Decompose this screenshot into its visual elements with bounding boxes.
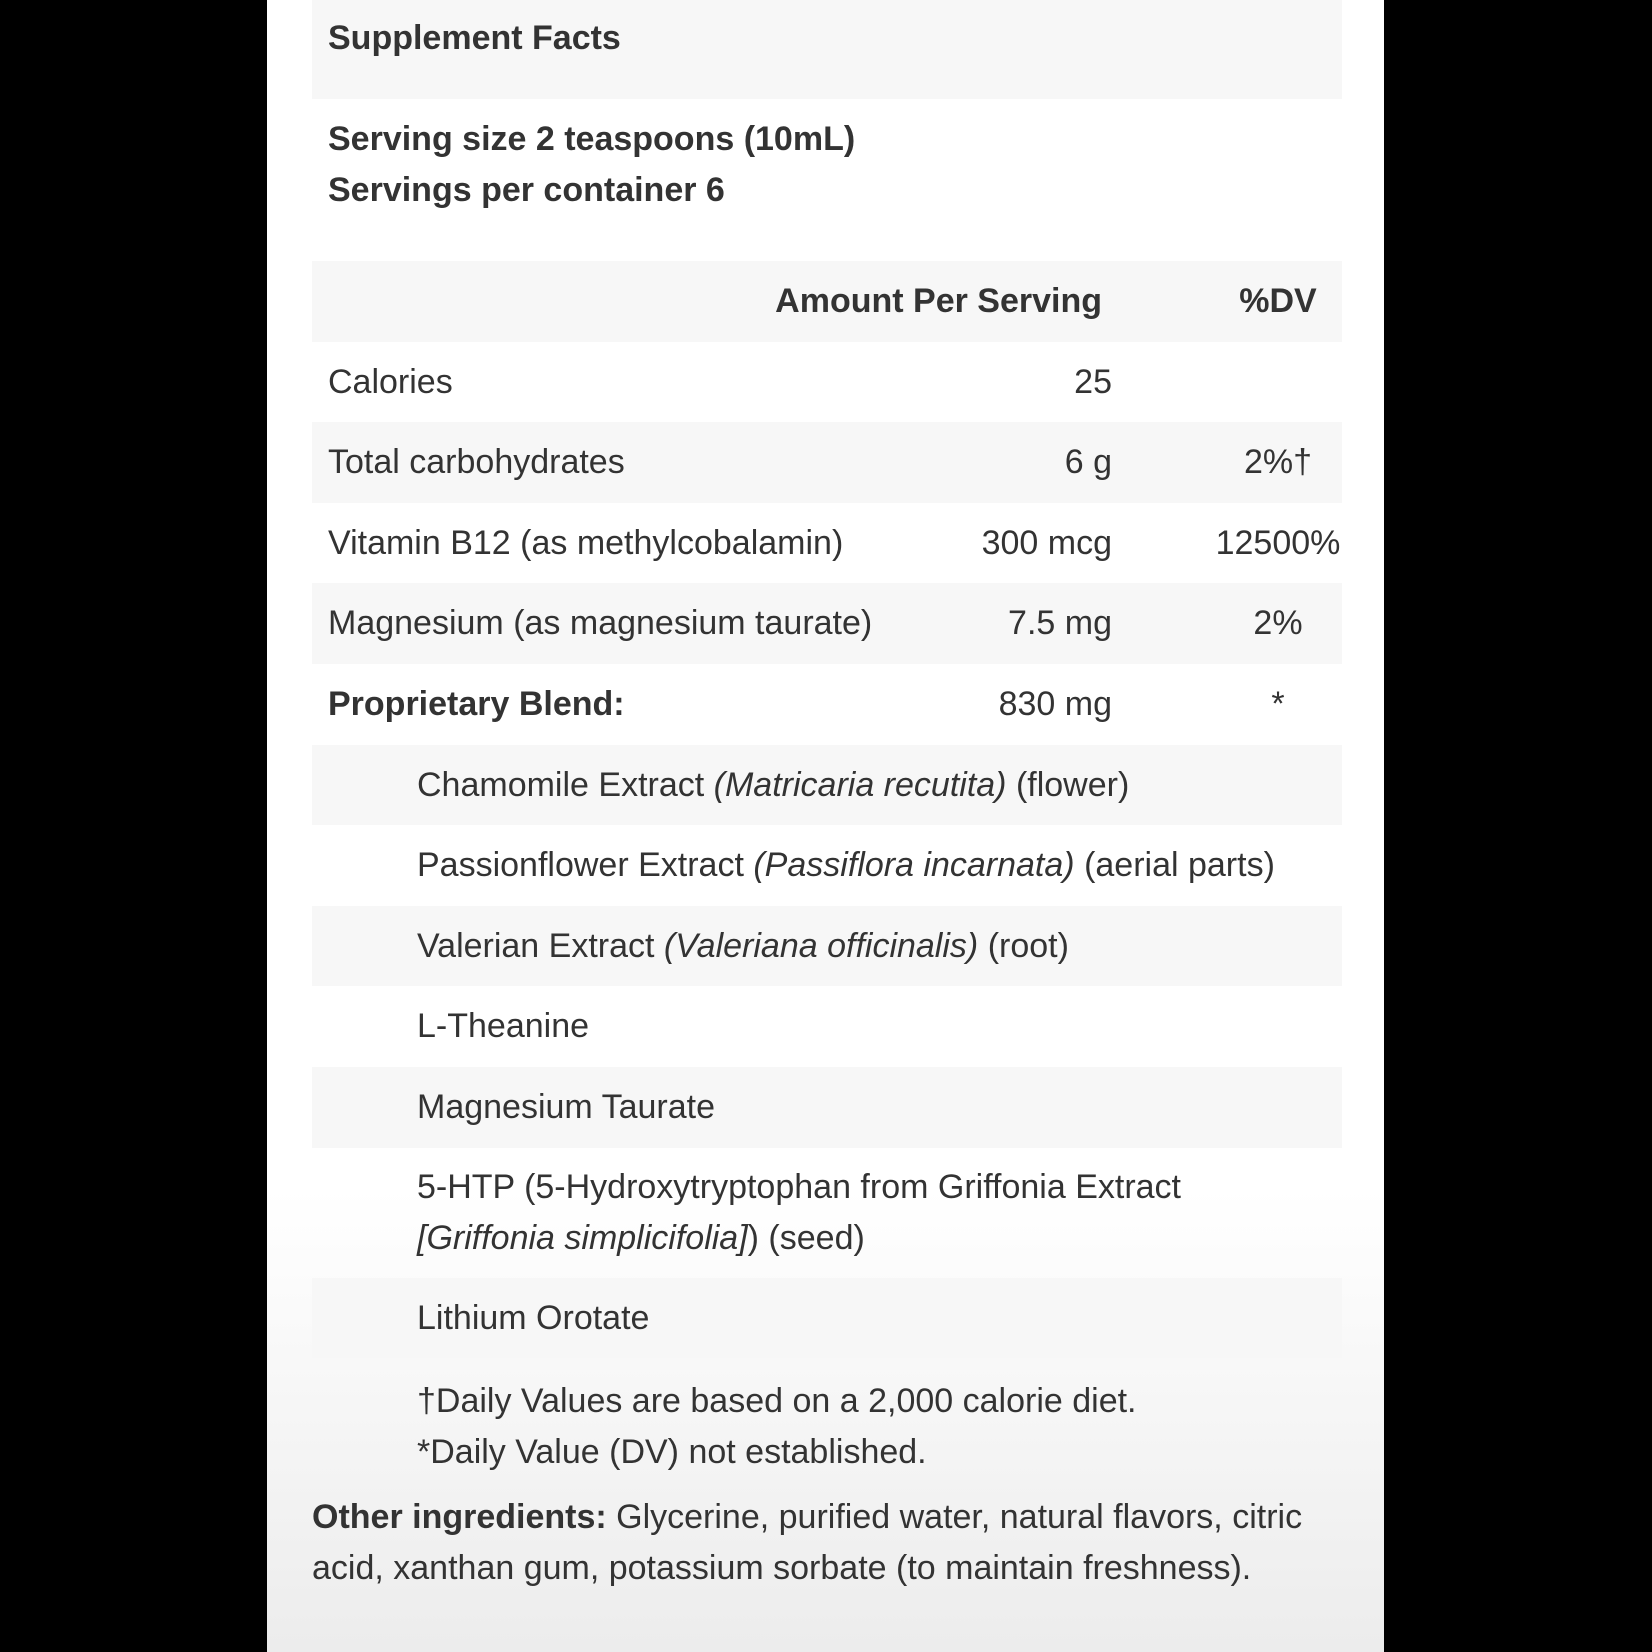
- facts-table: [312, 261, 1342, 1358]
- ingredient-name: Lithium Orotate: [417, 1298, 650, 1337]
- title-bar: [312, 0, 1342, 99]
- blend-row: [312, 745, 1342, 826]
- nutrient-dv: 12500%: [1215, 523, 1341, 562]
- blend-row: [312, 1278, 1342, 1359]
- footnotes: [417, 1376, 1137, 1478]
- nutrient-dv: *: [1271, 684, 1285, 723]
- nutrient-name: Vitamin B12 (as methylcobalamin): [328, 523, 844, 562]
- blend-row: [312, 986, 1342, 1067]
- table-row-proprietary-blend: [312, 664, 1342, 745]
- page-title: Supplement Facts: [328, 19, 621, 57]
- nutrient-amount: 25: [1074, 362, 1112, 401]
- ingredient-latin: (Valeriana officinalis): [663, 926, 979, 965]
- nutrient-amount: 7.5 mg: [1008, 604, 1112, 643]
- table-row: [312, 422, 1342, 503]
- nutrient-amount: 6 g: [1064, 443, 1112, 482]
- serving-size: Serving size 2 teaspoons (10mL): [328, 120, 856, 158]
- blend-row: [312, 825, 1342, 906]
- other-ingredients: [312, 1492, 1312, 1594]
- ingredient-name: Passionflower Extract: [417, 846, 744, 885]
- table-row: [312, 342, 1342, 423]
- table-row: [312, 503, 1342, 584]
- nutrient-amount: 300 mcg: [981, 523, 1112, 562]
- other-ingredients-label: Other ingredients:: [312, 1498, 607, 1536]
- col-amount-header: Amount Per Serving: [775, 282, 1102, 320]
- servings-per-container: Servings per container 6: [328, 171, 725, 209]
- serving-info: [328, 114, 855, 216]
- nutrient-name: Proprietary Blend:: [328, 684, 625, 723]
- ingredient-latin: (Passiflora incarnata): [753, 846, 1075, 885]
- ingredient-name: 5-HTP (5-Hydroxytryptophan from Griffonia Extract: [417, 1167, 1182, 1206]
- footnote-asterisk: *Daily Value (DV) not established.: [417, 1433, 927, 1471]
- ingredient-part: (flower): [1015, 765, 1130, 804]
- ingredient-name: Valerian Extract: [417, 926, 655, 965]
- nutrient-dv: 2%: [1253, 604, 1303, 643]
- ingredient-part: ) (seed): [747, 1218, 865, 1257]
- blend-row: [312, 1067, 1342, 1148]
- ingredient-name: L-Theanine: [417, 1007, 590, 1046]
- nutrient-dv: 2%†: [1243, 443, 1313, 482]
- footnote-dagger: †Daily Values are based on a 2,000 calorie diet.: [417, 1382, 1137, 1420]
- blend-row: [312, 906, 1342, 987]
- table-row: [312, 583, 1342, 664]
- nutrient-name: Calories: [328, 362, 453, 401]
- supplement-facts-panel: [267, 0, 1384, 1652]
- col-dv-header: %DV: [1239, 282, 1317, 320]
- ingredient-part: (root): [987, 926, 1069, 965]
- nutrient-amount: 830 mg: [998, 684, 1112, 723]
- blend-row: [312, 1148, 1342, 1278]
- ingredient-latin: [Griffonia simplicifolia]: [417, 1218, 748, 1257]
- ingredient-part: (aerial parts): [1084, 846, 1275, 885]
- other-ingredients-text: Glycerine, purified water, natural flavors, citric acid, xanthan gum, potassium sorbate (to maintain freshness).: [312, 1498, 1303, 1587]
- ingredient-name: Chamomile Extract: [417, 765, 705, 804]
- ingredient-name: Magnesium Taurate: [417, 1087, 715, 1126]
- nutrient-name: Magnesium (as magnesium taurate): [328, 604, 873, 643]
- table-header: [312, 261, 1342, 342]
- ingredient-latin: (Matricaria recutita): [713, 765, 1007, 804]
- nutrient-name: Total carbohydrates: [328, 443, 625, 482]
